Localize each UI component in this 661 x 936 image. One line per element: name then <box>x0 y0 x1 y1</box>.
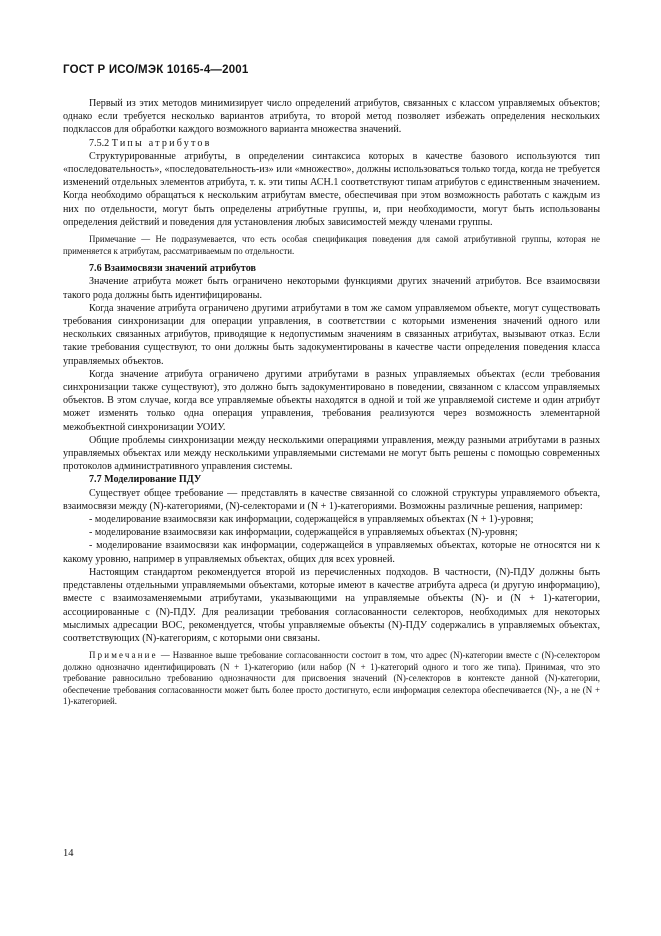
paragraph: Первый из этих методов минимизирует число определений атрибутов, связанных с классом управляемых объектов; однако если требуется несколько вариантов атрибута, то второй метод позволяет избежать определения нескольких подклассов для обработки каждого возможного варианта множества значений. <box>63 98 600 136</box>
note <box>63 650 600 708</box>
paragraph: Значение атрибута может быть ограничено некоторыми функциями других значений атрибутов. Все взаимосвязи такого рода должны быть идентифицированы. <box>63 276 600 301</box>
paragraph: Существует общее требование — представлять в качестве связанной со сложной структуры управляемого объекта, взаимосвязи между (N)-категориями, (N)-селекторами и (N + 1)-категориями. Возможны различные решения, например: <box>63 487 600 512</box>
running-header: ГОСТ Р ИСО/МЭК 10165-4—2001 <box>63 64 249 76</box>
paragraph: Настоящим стандартом рекомендуется второй из перечисленных подходов. В частности, (N)-ПДУ должны быть представлены отдельными управляемыми объектами, которые имеют в качестве атрибута адреса (и другую информацию), вместе с взаимозаменяемыми атрибутами, указывающими на управляемые объекты (N)- и (N + 1)-категории, ассоциированные с (N)-ПДУ. Для реализации требования согласованности селекторов, необходимых для некоторых мыслимых адресации ВОС, рекомендуется, чтобы управляемые объекты (N)-ПДУ содержались в управляемых объектах, соответствующих (N)-категориям, с которыми они связаны. <box>63 566 600 644</box>
paragraph: Структурированные атрибуты, в определении синтаксиса которых в качестве базового используются тип «последовательность», «последовательность-из» или «множество», должны использоваться только тогда, когда не требуется изменений отдельных элементов атрибута, т. к. эти типы АСН.1 соответствуют типам атрибутов с единственным значением. Когда необходимо обращаться к нескольким атрибутам вместе, обеспечивая при этом возможность работать с каждым из них по отдельности, могут быть определены атрибутные группы, и, при необходимости, могут быть использованы определения действий и поведения для установления любых зависимостей между членами группы. <box>63 150 600 228</box>
paragraph: Когда значение атрибута ограничено другими атрибутами в разных управляемых объектах (если требования синхронизации также существуют), это должно быть задокументировано в поведении, связанном с классом управляемых объектов. В этом случае, когда все управляемые объекты находятся в одной и той же управляемой системе и один атрибут может изменять только одна операция управления, требования реализуются через возможность элементарной межобъектной синхронизации УОИУ. <box>63 368 600 433</box>
section-heading-7-6: 7.6 Взаимосвязи значений атрибутов <box>89 263 256 275</box>
page-body <box>63 97 600 708</box>
list-item: - моделирование взаимосвязи как информации, содержащейся в управляемых объектах, которые не относятся ни к какому уровню, например в управляемых объектах, общих для всех уровней. <box>63 540 600 565</box>
section-heading-7-7: 7.7 Моделирование ПДУ <box>89 474 202 486</box>
subsection-number: 7.5.2 <box>89 137 110 149</box>
subsection-title: Типы атрибутов <box>111 137 212 149</box>
note-label: Примечание <box>89 650 158 661</box>
list-item: - моделирование взаимосвязи как информации, содержащейся в управляемых объектах (N + 1)-уровня; <box>89 514 534 526</box>
paragraph: Общие проблемы синхронизации между несколькими операциями управления, между разными атрибутами в разных управляемых объектах или между несколькими управляемыми системами не могут быть решены с помощью современных протоколов административного управления системы. <box>63 434 600 473</box>
note-text: — Названное выше требование согласованности состоит в том, что адрес (N)-категории вместе с (N)-селектором должно однозначно идентифицировать (N + 1)-категорию (или набор (N + 1)-категорий одного и того же типа). Принимая, что это требование равносильно требованию однозначности для присвоения значений (N)-селекторов в контексте данной (N)-категории, обеспечение требования согласованности может быть более просто достигнуто, если информация селектора обеспечивается (N)-, а не (N + 1)-категорией. <box>63 650 601 707</box>
note: Примечание — Не подразумевается, что есть особая спецификация поведения для самой атрибутивной группы, которая не применяется к атрибутам, рассматриваемым по отдельности. <box>63 234 600 256</box>
page-number: 14 <box>63 848 74 859</box>
subsection-heading-7-5-2 <box>63 137 600 150</box>
list-item: - моделирование взаимосвязи как информации, содержащейся в управляемых объектах (N)-уровня; <box>89 527 518 539</box>
paragraph: Когда значение атрибута ограничено другими атрибутами в том же самом управляемом объекте, могут существовать требования синхронизации для операции управления, в соответствии с которыми изменения значений одного или нескольких связанных атрибутов, приводящие к недопустимым значениям в связанных атрибутах, вызывают отказ. Если такие требования существуют, то они должны быть задокументированы в качестве части определения поведения класса управляемых объектов. <box>63 302 600 367</box>
